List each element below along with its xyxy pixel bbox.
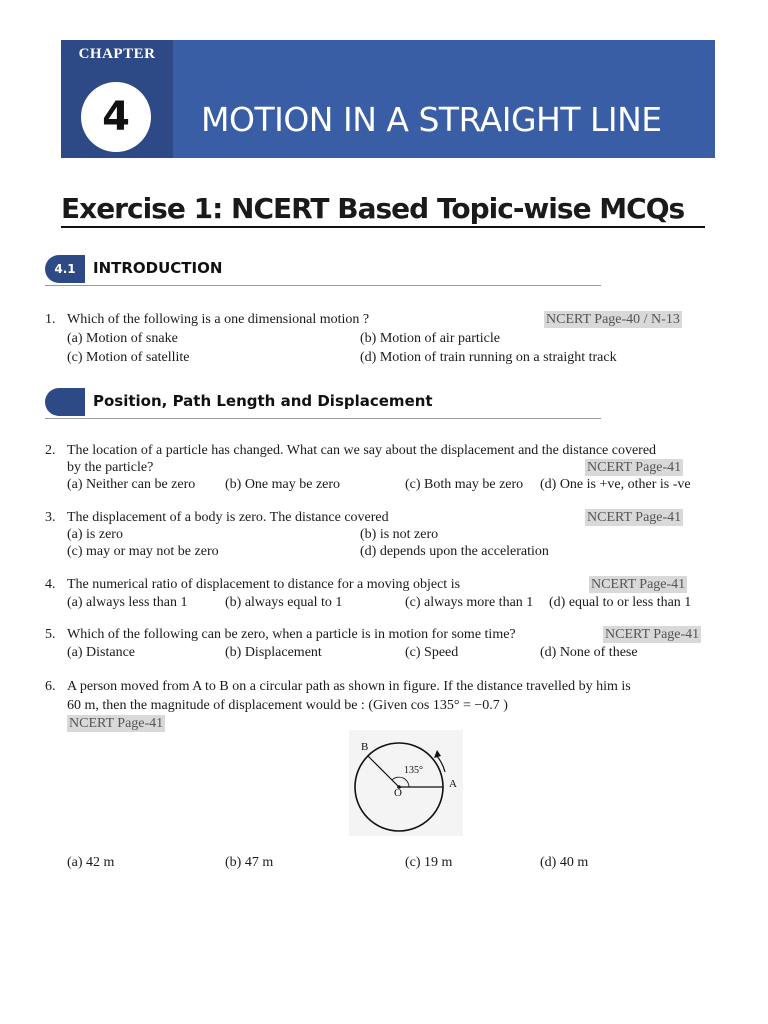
option-d: (d) None of these bbox=[540, 645, 638, 660]
question-number: 4. bbox=[45, 577, 56, 592]
angle-label: 135° bbox=[404, 765, 423, 776]
ncert-page-tag: NCERT Page-40 / N-13 bbox=[546, 312, 680, 327]
option-a: (a) is zero bbox=[67, 527, 123, 542]
chapter-number: 4 bbox=[102, 94, 130, 140]
question-number: 5. bbox=[45, 627, 56, 642]
circular-path-figure bbox=[349, 730, 463, 836]
option-d: (d) depends upon the acceleration bbox=[360, 544, 549, 559]
chapter-box bbox=[61, 40, 173, 158]
label-b: B bbox=[361, 741, 369, 753]
ncert-page-tag: NCERT Page-41 bbox=[591, 577, 686, 592]
question-text: Which of the following can be zero, when a particle is in motion for some time? bbox=[67, 627, 516, 642]
chapter-label: CHAPTER bbox=[78, 46, 156, 62]
question-text: The displacement of a body is zero. The distance covered bbox=[67, 510, 389, 525]
option-c: (c) Both may be zero bbox=[405, 477, 524, 492]
ncert-page-tag: NCERT Page-41 bbox=[69, 716, 164, 731]
option-c: (c) always more than 1 bbox=[405, 595, 534, 610]
question-text: A person moved from A to B on a circular path as shown in figure. If the distance travelled by him is bbox=[67, 679, 631, 694]
question-text: The numerical ratio of displacement to distance for a moving object is bbox=[67, 577, 461, 592]
option-b: (b) always equal to 1 bbox=[225, 595, 343, 610]
section-number-pill bbox=[45, 388, 85, 416]
option-c: (c) Motion of satellite bbox=[67, 350, 190, 365]
question-number: 6. bbox=[45, 679, 56, 694]
question-number: 1. bbox=[45, 312, 56, 327]
section-title: INTRODUCTION bbox=[93, 259, 223, 277]
option-a: (a) Motion of snake bbox=[67, 331, 178, 346]
option-a: (a) Neither can be zero bbox=[67, 477, 196, 492]
ncert-page-tag: NCERT Page-41 bbox=[587, 510, 682, 525]
section-number-pill: 4.1 bbox=[45, 255, 85, 283]
circular-path-diagram bbox=[349, 730, 463, 836]
option-b: (b) One may be zero bbox=[225, 477, 341, 492]
option-c: (c) 19 m bbox=[405, 855, 453, 870]
option-c: (c) may or may not be zero bbox=[67, 544, 219, 559]
label-a: A bbox=[449, 778, 457, 790]
option-b: (b) Motion of air particle bbox=[360, 331, 500, 346]
question-text-line-2: 60 m, then the magnitude of displacement would be : (Given cos 135° = −0.7 ) bbox=[67, 698, 508, 713]
option-b: (b) 47 m bbox=[225, 855, 274, 870]
option-a: (a) Distance bbox=[67, 645, 136, 660]
question-text: Which of the following is a one dimensional motion ? bbox=[67, 312, 370, 327]
option-c: (c) Speed bbox=[405, 645, 459, 660]
chapter-title: MOTION IN A STRAIGHT LINE bbox=[201, 100, 662, 139]
ncert-page-tag: NCERT Page-41 bbox=[587, 460, 682, 475]
section-title: Position, Path Length and Displacement bbox=[93, 392, 433, 410]
section-introduction bbox=[45, 253, 601, 286]
option-d: (d) Motion of train running on a straight track bbox=[360, 350, 617, 365]
option-d: (d) One is +ve, other is -ve bbox=[540, 477, 691, 492]
option-b: (b) is not zero bbox=[360, 527, 439, 542]
option-d: (d) 40 m bbox=[540, 855, 589, 870]
ncert-page-tag: NCERT Page-41 bbox=[605, 627, 700, 642]
chapter-number-circle bbox=[81, 82, 151, 152]
option-b: (b) Displacement bbox=[225, 645, 322, 660]
label-o: O bbox=[394, 787, 402, 799]
question-text-line-2: by the particle? bbox=[67, 460, 154, 475]
option-a: (a) always less than 1 bbox=[67, 595, 188, 610]
exercise-title: Exercise 1: NCERT Based Topic-wise MCQs bbox=[61, 192, 705, 228]
section-position-path-length-displacement bbox=[45, 386, 601, 419]
question-number: 3. bbox=[45, 510, 56, 525]
question-number: 2. bbox=[45, 443, 56, 458]
question-text: The location of a particle has changed. What can we say about the displacement and the distance covered bbox=[67, 443, 657, 458]
option-d: (d) equal to or less than 1 bbox=[549, 595, 692, 610]
chapter-banner bbox=[61, 40, 715, 158]
option-a: (a) 42 m bbox=[67, 855, 115, 870]
